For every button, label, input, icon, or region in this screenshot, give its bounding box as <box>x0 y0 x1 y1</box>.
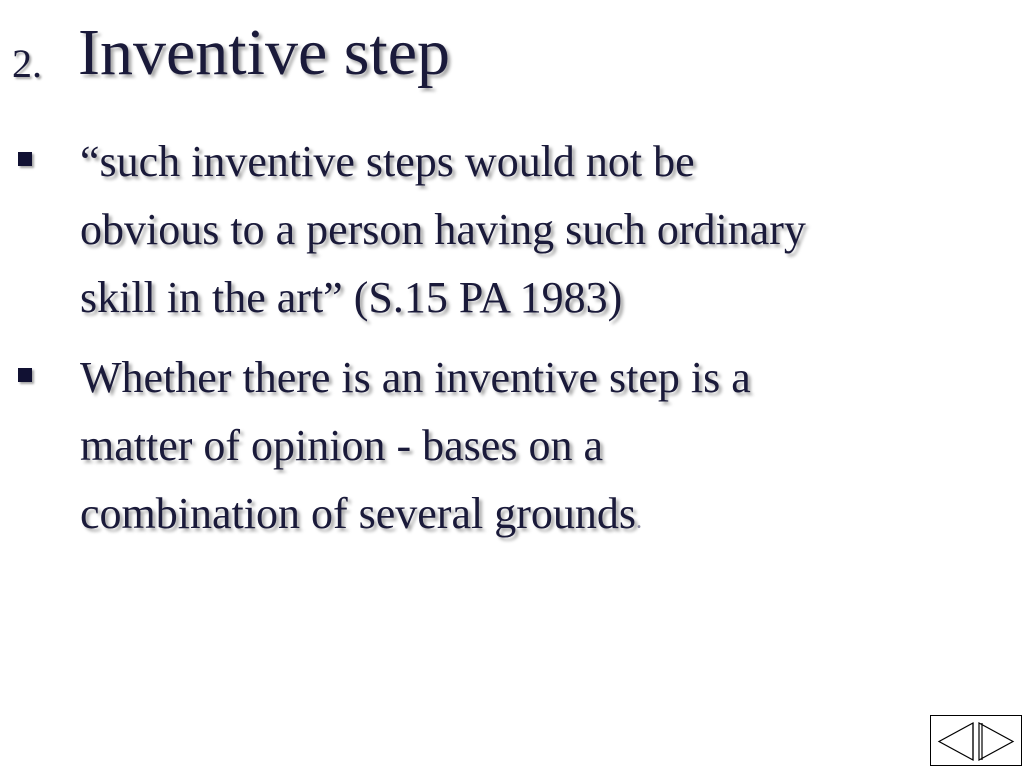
bullet-line-text: combination of several grounds <box>80 489 636 538</box>
bullet-line: obvious to a person having such ordinary <box>80 205 806 254</box>
previous-slide-button[interactable] <box>935 720 975 763</box>
bullet-line-last <box>80 480 1000 555</box>
triangle-right-icon <box>977 720 1017 763</box>
trailing-period: . <box>635 508 642 534</box>
bullet-text <box>80 344 1000 555</box>
bullet-line: matter of opinion - bases on a <box>80 421 603 470</box>
slide-navigation <box>930 715 1022 766</box>
square-bullet-icon <box>18 368 32 382</box>
bullet-text <box>80 128 1000 332</box>
bullet-line: skill in the art” (S.15 PA 1983) <box>80 273 623 322</box>
bullet-line: Whether there is an inventive step is a <box>80 353 751 402</box>
bullet-line: “such inventive steps would not be <box>80 137 695 186</box>
next-slide-button[interactable] <box>977 720 1017 763</box>
triangle-left-icon <box>935 720 975 763</box>
title-number: 2. <box>12 41 42 86</box>
square-bullet-icon <box>18 152 32 166</box>
title-text: Inventive step <box>78 16 451 89</box>
